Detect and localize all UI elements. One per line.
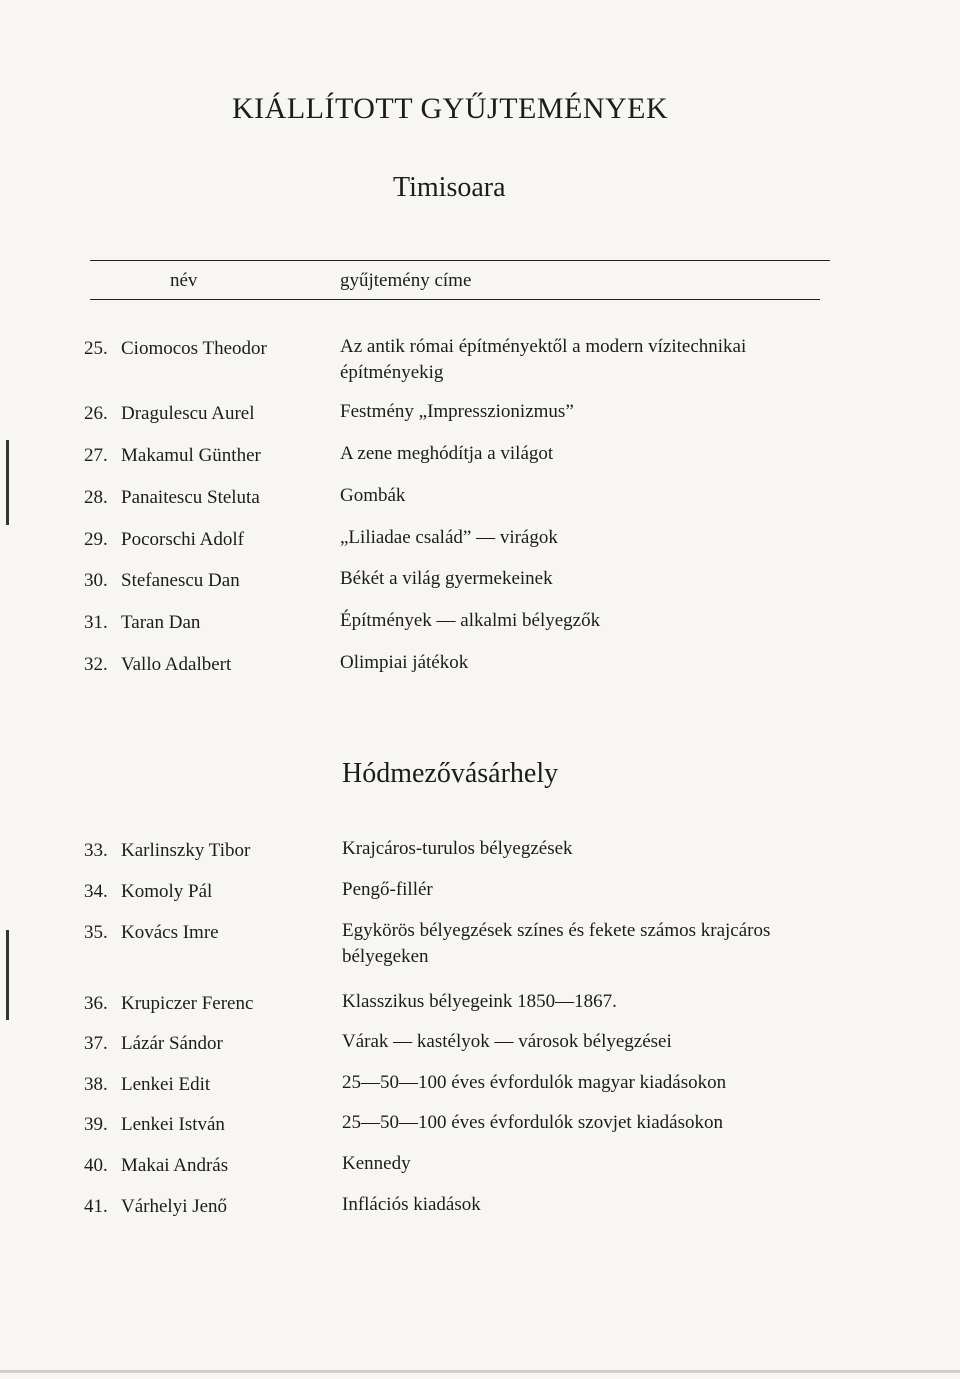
collection-title: 25—50—100 éves évfordulók magyar kiadásokon xyxy=(342,1072,727,1093)
entry-number: 41. xyxy=(84,1196,108,1217)
collection-title: Pengő-fillér xyxy=(342,879,433,900)
exhibitor-name: Lenkei Edit xyxy=(121,1074,211,1095)
section-title-hodmezovasarhely: Hódmezővásárhely xyxy=(342,758,559,789)
entry-number: 25. xyxy=(84,338,108,359)
exhibitor-name: Taran Dan xyxy=(121,612,201,633)
entry-number: 29. xyxy=(84,529,108,550)
entry-number: 37. xyxy=(84,1033,108,1054)
collection-title: Inflációs kiadások xyxy=(342,1194,481,1215)
entry-number: 36. xyxy=(84,993,108,1014)
collection-title: 25—50—100 éves évfordulók szovjet kiadásokon xyxy=(342,1112,723,1133)
exhibitor-name: Lenkei István xyxy=(121,1114,225,1135)
entry-number: 34. xyxy=(84,881,108,902)
entry-number: 26. xyxy=(84,403,108,424)
collection-title: Olimpiai játékok xyxy=(340,652,469,673)
header-rule-top xyxy=(90,260,830,261)
entry-number: 28. xyxy=(84,487,108,508)
exhibitor-name: Karlinszky Tibor xyxy=(121,840,251,861)
entry-number: 31. xyxy=(84,612,108,633)
entry-number: 32. xyxy=(84,654,108,675)
entry-number: 35. xyxy=(84,922,108,943)
exhibitor-name: Vallo Adalbert xyxy=(121,654,232,675)
entry-number: 30. xyxy=(84,570,108,591)
exhibitor-name: Kovács Imre xyxy=(121,922,219,943)
page-bottom-edge xyxy=(0,1370,960,1373)
exhibitor-name: Lázár Sándor xyxy=(121,1033,223,1054)
exhibitor-name: Makamul Günther xyxy=(121,445,261,466)
header-rule-bottom xyxy=(90,299,820,300)
collection-title: Krajcáros-turulos bélyegzések xyxy=(342,838,573,859)
exhibitor-name: Makai András xyxy=(121,1155,229,1176)
collection-title: Klasszikus bélyegeink 1850—1867. xyxy=(342,991,617,1012)
exhibitor-name: Komoly Pál xyxy=(121,881,213,902)
collection-title: Várak — kastélyok — városok bélyegzései xyxy=(342,1031,672,1052)
collection-title: Egykörös bélyegzések színes és fekete számos krajcáros bélyegeken xyxy=(342,920,771,967)
column-header-name: név xyxy=(170,270,198,291)
page-edge-mark xyxy=(6,440,9,525)
collection-title: Békét a világ gyermekeinek xyxy=(340,568,553,589)
page-edge-mark xyxy=(6,930,9,1020)
exhibitor-name: Stefanescu Dan xyxy=(121,570,240,591)
entry-number: 39. xyxy=(84,1114,108,1135)
exhibitor-name: Pocorschi Adolf xyxy=(121,529,244,550)
exhibitor-name: Ciomocos Theodor xyxy=(121,338,267,359)
column-header-title: gyűjtemény címe xyxy=(340,270,472,291)
exhibitor-name: Krupiczer Ferenc xyxy=(121,993,254,1014)
entry-number: 38. xyxy=(84,1074,108,1095)
exhibitor-name: Panaitescu Steluta xyxy=(121,487,260,508)
collection-title: Kennedy xyxy=(342,1153,411,1174)
exhibitor-name: Várhelyi Jenő xyxy=(121,1196,228,1217)
entry-number: 40. xyxy=(84,1155,108,1176)
entry-number: 27. xyxy=(84,445,108,466)
section-title-timisoara: Timisoara xyxy=(393,172,506,203)
collection-title: Gombák xyxy=(340,485,406,506)
collection-title: Építmények — alkalmi bélyegzők xyxy=(340,610,601,631)
collection-title: Festmény „Impresszionizmus” xyxy=(340,401,574,422)
collection-title: Az antik római építményektől a modern vízitechnikai építményekig xyxy=(340,336,747,383)
collection-title: A zene meghódítja a világot xyxy=(340,443,554,464)
exhibitor-name: Dragulescu Aurel xyxy=(121,403,255,424)
page-title: KIÁLLÍTOTT GYŰJTEMÉNYEK xyxy=(232,92,669,125)
entry-number: 33. xyxy=(84,840,108,861)
collection-title: „Liliadae család” — virágok xyxy=(340,527,558,548)
